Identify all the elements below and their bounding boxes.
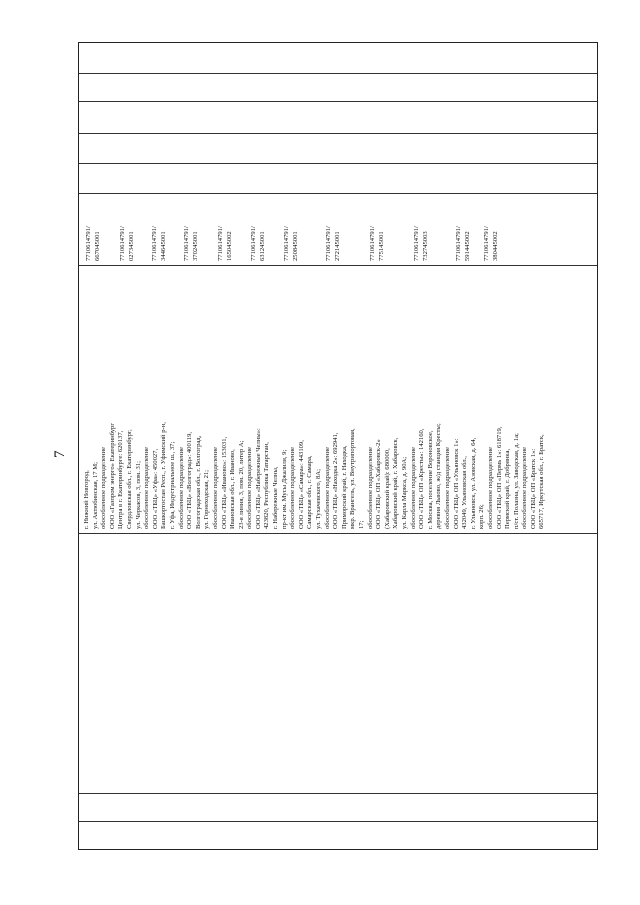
address-line: 665717, Иркутская обл., г. Братск, (538, 434, 546, 529)
address-line: г. Ульяновск, ул. Азовская, д. 64, (469, 437, 477, 529)
address-line: Волгоградская обл., г. Волгоград, (194, 435, 202, 529)
address-line: обособленное подразделение (409, 447, 417, 529)
address-line: ул. Горнеходская, 21; (203, 469, 211, 529)
inn-code: 7710614791/ (250, 226, 257, 261)
row-divider (79, 821, 597, 822)
address-line: обособленное подразделение (143, 447, 151, 529)
address-line: ООО «ТБЦ» «Волгоград»: 400119, (186, 431, 194, 529)
address-line: обособленное подразделение (211, 447, 219, 529)
inn-code: 7710614791/ (85, 226, 92, 261)
inn-code: 7710614791/ (283, 226, 290, 261)
address-line: ООО «ТБЦ» ОП «Кресты»: 142160, (418, 428, 426, 529)
address-line: г. Набережные Челны, (272, 466, 280, 529)
row-divider (79, 133, 597, 134)
address-line: (Хабаровский край): 680000, (383, 448, 391, 529)
document-table (78, 42, 598, 850)
row-divider (79, 793, 597, 794)
address-line: ООО «ТБЦ» «Самара»: 443109, (297, 440, 305, 529)
code-entry (483, 226, 500, 261)
address-line: г. Уфа, Индустриальное ш., 37; (168, 441, 176, 529)
address-line: обособленное подразделение (443, 447, 451, 529)
kpp-code: 370245001 (191, 231, 199, 261)
address-line: ООО «ТБЦ» «Иваново»: 153031, (220, 436, 228, 529)
address-line: деревня Львово, ж/д станция Кресты; (435, 423, 443, 529)
address-line: п/ст. Полазна, ул. Заводская, д. 1а; (512, 433, 520, 529)
inn-code: 7710614791/ (455, 226, 462, 261)
code-entry (217, 226, 234, 261)
code-entry (183, 226, 200, 261)
address-line: г. Нижний Новгород, (83, 470, 90, 529)
address-line: обособленное подразделение (486, 447, 494, 529)
page-number: 7 (52, 450, 68, 458)
kpp-code: 775145001 (377, 231, 385, 261)
address-line: обособленное подразделение (177, 447, 185, 529)
address-line: обособленное подразделение (289, 447, 297, 529)
kpp-code: 272145001 (333, 231, 341, 261)
code-entry (151, 226, 168, 261)
inn-code: 7710614791/ (413, 226, 420, 261)
address-line: ООО «ТБЦ» ОП «Братск 1»: (529, 448, 537, 529)
address-line: ул. Карла Маркса, д. 90А; (400, 456, 408, 529)
address-line: ООО «Газпром энерго» Екатеринбург (108, 422, 116, 529)
address-line: Башкортостан Респ., г. Уфимский р-н, (160, 422, 168, 529)
inn-code: 7710614791/ (217, 226, 224, 261)
address-line: обособленное подразделение (100, 447, 108, 529)
inn-code: 7710614791/ (183, 226, 190, 261)
code-entry (455, 226, 472, 261)
code-entry (325, 226, 342, 261)
code-entry (250, 226, 267, 261)
address-line: мкр. Врангель, ул. Внутрипортовая, (349, 428, 357, 529)
address-line: Ивановская обл., г. Иваново, (229, 449, 237, 529)
inn-code: 7710614791/ (325, 226, 332, 261)
address-line: пр-кт им. Мусы Джалиля, 9; (280, 449, 288, 529)
kpp-code: 250845001 (291, 231, 299, 261)
address-line: ООО «ТБЦ» «Находка 2»: 692941, (332, 432, 340, 529)
address-cell (79, 265, 599, 533)
address-line: г. Москва, поселение Вороновское, (426, 430, 434, 529)
address-line: ул. Черкасов, 3, пом. 31; (134, 461, 142, 529)
address-line: обособленное подразделение (246, 447, 254, 529)
address-line: Хабаровский край, г. Хабаровск, (392, 437, 400, 529)
address-line: обособленное подразделение (323, 447, 331, 529)
address-line: Самарская обл., г. Самара, (306, 455, 314, 529)
kpp-code: 380445002 (491, 231, 499, 261)
row-divider (79, 163, 597, 164)
kpp-code: 631245001 (258, 231, 266, 261)
address-line: ООО «ТБЦ» ОП «Хабаровск-2» (375, 439, 383, 529)
address-line: Пермский край, г. Добрянка, (504, 448, 512, 529)
kpp-code: 591445002 (463, 231, 471, 261)
address-line: обособленное подразделение (521, 447, 529, 529)
row-divider (79, 73, 597, 74)
address-line: обособленное подразделение (366, 447, 374, 529)
inn-code: 7710614791/ (119, 226, 126, 261)
kpp-code: 027345001 (127, 231, 135, 261)
code-entry (85, 226, 102, 261)
address-line: 432049, Ульяновская обл., (461, 456, 469, 529)
address-line: корп. 26; (478, 504, 486, 529)
row-divider (79, 101, 597, 102)
address-line: Приморский край, г. Находка, (340, 445, 348, 529)
address-line: ул. Актюбинская, 17 М; (91, 462, 99, 529)
address-line: ООО «ТБЦ» «Уфа»: 450027, (151, 448, 159, 529)
codes-cell (79, 193, 599, 265)
kpp-code: 344645001 (159, 231, 167, 261)
code-entry (283, 226, 300, 261)
kpp-code: 667045001 (93, 231, 101, 261)
kpp-code: 165045002 (225, 231, 233, 261)
address-line: Центра в г. Екатеринбурге: 620137, (117, 430, 125, 529)
address-line: 23-я линия, 3, пом. 20, литер А; (237, 440, 245, 529)
address-line: ул. Тухачевского, 8А; (315, 469, 323, 529)
inn-code: 7710614791/ (483, 226, 490, 261)
inn-code: 7710614791/ (369, 226, 376, 261)
row-divider (79, 533, 597, 534)
address-line: Свердловская обл., г. Екатеринбург, (125, 429, 133, 529)
code-entry (369, 226, 386, 261)
address-line: ООО «ТБЦ» ОП «Пермь 1»: 618719, (495, 426, 503, 529)
kpp-code: 732745003 (421, 231, 429, 261)
address-line: 17; (358, 520, 365, 529)
address-line: ООО «ТБЦ» «Набережные Челны»: (254, 428, 262, 529)
code-entry (413, 226, 430, 261)
address-line: ООО «ТБЦ» ОП «Ульяновск 1»: (452, 438, 460, 529)
address-lines (83, 422, 547, 529)
code-entry (119, 226, 136, 261)
inn-code: 7710614791/ (151, 226, 158, 261)
address-line: 423820, Республика Татарстан, (263, 442, 271, 529)
